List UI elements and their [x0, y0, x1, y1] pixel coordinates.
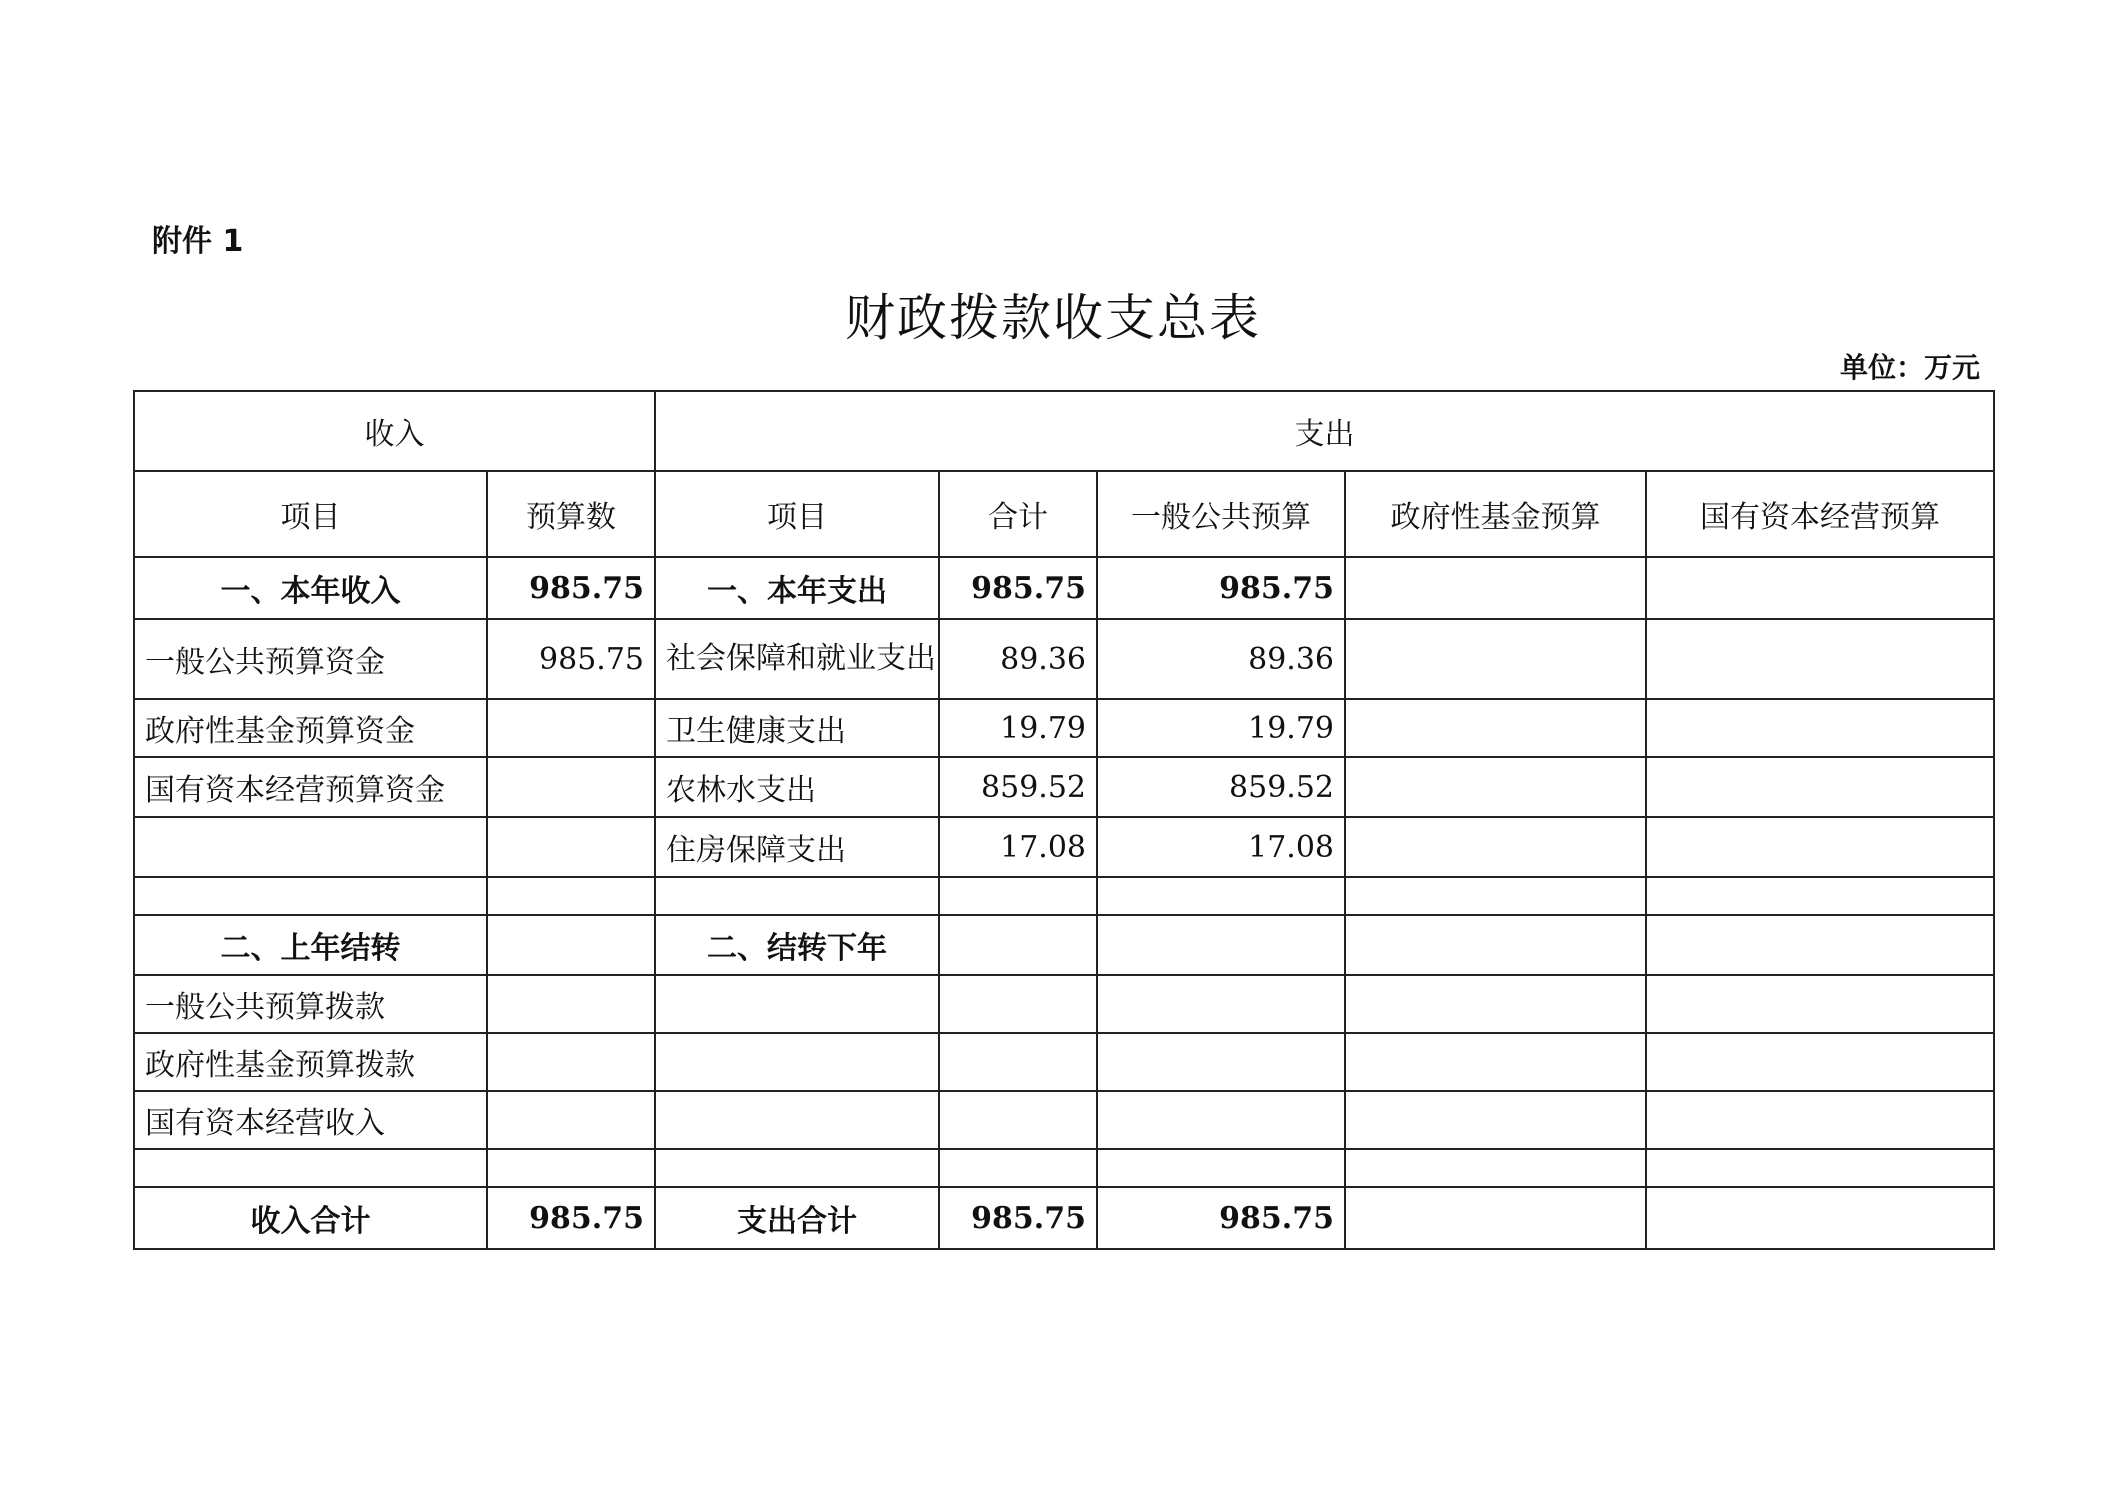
- table-cell: [1345, 1187, 1646, 1249]
- table-cell: [939, 1091, 1097, 1149]
- table-cell: [1345, 877, 1646, 915]
- table-cell: 一、本年收入: [134, 557, 487, 619]
- table-cell: 17.08: [939, 817, 1097, 877]
- table-cell: 89.36: [1097, 619, 1345, 699]
- col-expense-item: 项目: [655, 471, 939, 557]
- table-cell: [487, 1033, 655, 1091]
- table-cell: [1345, 1149, 1646, 1187]
- table-cell: 985.75: [1097, 1187, 1345, 1249]
- table-cell: 19.79: [1097, 699, 1345, 757]
- table-cell: [1646, 1149, 1994, 1187]
- table-cell: [939, 1033, 1097, 1091]
- table-row: [134, 1033, 1994, 1091]
- col-income-item: 项目: [134, 471, 487, 557]
- expense-section-header: 支出: [655, 391, 1994, 471]
- table-cell: [1345, 1033, 1646, 1091]
- table-cell: [1097, 1149, 1345, 1187]
- table-cell: 985.75: [1097, 557, 1345, 619]
- table-cell: [134, 877, 487, 915]
- table-cell: [939, 1149, 1097, 1187]
- table-row: [134, 557, 1994, 619]
- table-cell: [487, 817, 655, 877]
- column-header-row: [134, 471, 1994, 557]
- table-cell: [487, 915, 655, 975]
- table-cell: 支出合计: [655, 1187, 939, 1249]
- col-general-public: 一般公共预算: [1097, 471, 1345, 557]
- attachment-label: 附件 1: [152, 224, 244, 259]
- table-cell: [487, 1091, 655, 1149]
- table-cell: [1345, 619, 1646, 699]
- table-cell: [1646, 619, 1994, 699]
- table-cell: [1097, 1091, 1345, 1149]
- table-cell: 859.52: [1097, 757, 1345, 817]
- table-cell: [655, 1149, 939, 1187]
- table-cell: [655, 1033, 939, 1091]
- col-total: 合计: [939, 471, 1097, 557]
- table-cell: [1345, 975, 1646, 1033]
- table-cell: 农林水支出: [655, 757, 939, 817]
- table-cell: [1097, 915, 1345, 975]
- table-cell: 985.75: [487, 619, 655, 699]
- table-cell: [134, 1149, 487, 1187]
- table-cell: 985.75: [487, 1187, 655, 1249]
- unit-label: 单位：万元: [1839, 351, 1980, 384]
- table-cell: [1097, 1033, 1345, 1091]
- table-cell: [1345, 915, 1646, 975]
- table-cell: [939, 975, 1097, 1033]
- table-cell: 859.52: [939, 757, 1097, 817]
- table-row: [134, 1091, 1994, 1149]
- table-row: [134, 817, 1994, 877]
- table-cell: [1646, 1187, 1994, 1249]
- table-cell: [1646, 1033, 1994, 1091]
- table-cell: [487, 877, 655, 915]
- table-cell: 住房保障支出: [655, 817, 939, 877]
- table-cell: [1646, 1091, 1994, 1149]
- table-cell: 一般公共预算拨款: [134, 975, 487, 1033]
- table-row: [134, 915, 1994, 975]
- table-cell: [655, 877, 939, 915]
- table-cell: [939, 915, 1097, 975]
- table-cell: 国有资本经营预算资金: [134, 757, 487, 817]
- table-cell: [939, 877, 1097, 915]
- table-cell: [655, 1091, 939, 1149]
- table-cell: [1345, 1091, 1646, 1149]
- table-cell: 19.79: [939, 699, 1097, 757]
- col-gov-fund: 政府性基金预算: [1345, 471, 1646, 557]
- table-cell: [1646, 699, 1994, 757]
- table-cell: [1646, 915, 1994, 975]
- table-cell: [1646, 877, 1994, 915]
- table-cell: 二、上年结转: [134, 915, 487, 975]
- table-cell: [1646, 757, 1994, 817]
- table-cell: [1097, 975, 1345, 1033]
- table-cell: [1646, 817, 1994, 877]
- table-cell: 政府性基金预算拨款: [134, 1033, 487, 1091]
- table-cell: [1646, 557, 1994, 619]
- table-cell: [487, 975, 655, 1033]
- col-state-capital: 国有资本经营预算: [1646, 471, 1994, 557]
- table-cell: 89.36: [939, 619, 1097, 699]
- table-cell: 二、结转下年: [655, 915, 939, 975]
- table-cell: 985.75: [939, 557, 1097, 619]
- income-section-header: 收入: [134, 391, 655, 471]
- table-cell: 一、本年支出: [655, 557, 939, 619]
- table-row: [134, 757, 1994, 817]
- table-cell: 985.75: [487, 557, 655, 619]
- table-cell: 17.08: [1097, 817, 1345, 877]
- table-cell: [487, 699, 655, 757]
- table-cell: 政府性基金预算资金: [134, 699, 487, 757]
- table-row: [134, 877, 1994, 915]
- budget-table: [133, 390, 1995, 1250]
- table-cell: 985.75: [939, 1187, 1097, 1249]
- section-header-row: [134, 391, 1994, 471]
- table-row: [134, 975, 1994, 1033]
- table-cell: [655, 975, 939, 1033]
- table-cell: 社会保障和就业支出: [655, 619, 939, 699]
- table-cell: 收入合计: [134, 1187, 487, 1249]
- table-cell: [1646, 975, 1994, 1033]
- table-cell: [1345, 817, 1646, 877]
- table-row: [134, 1149, 1994, 1187]
- table-cell: 一般公共预算资金: [134, 619, 487, 699]
- table-cell: [1345, 757, 1646, 817]
- table-row: [134, 699, 1994, 757]
- table-cell: [1345, 557, 1646, 619]
- table-row: [134, 619, 1994, 699]
- table-cell: [487, 757, 655, 817]
- table-cell: 卫生健康支出: [655, 699, 939, 757]
- table-cell: [487, 1149, 655, 1187]
- table-cell: 国有资本经营收入: [134, 1091, 487, 1149]
- col-budget-amount: 预算数: [487, 471, 655, 557]
- table-cell: [1345, 699, 1646, 757]
- table-cell: [1097, 877, 1345, 915]
- table-cell: [134, 817, 487, 877]
- page-title: 财政拨款收支总表: [845, 289, 1261, 347]
- total-row: [134, 1187, 1994, 1249]
